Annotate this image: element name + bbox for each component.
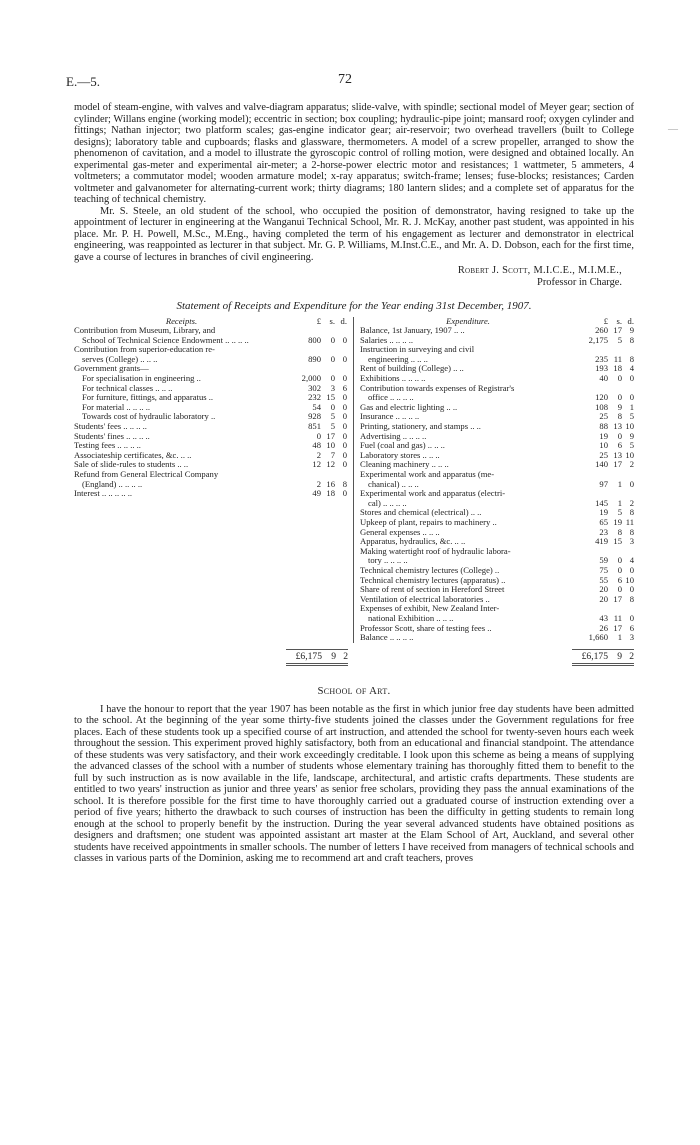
entry-label: Technical chemistry lectures (College) ..: [360, 564, 500, 575]
entry-label: For material .. .. .. ..: [82, 401, 151, 412]
entry-pence: 0: [342, 373, 347, 384]
shillings-head: s.: [616, 315, 622, 326]
entry-shillings: 18: [326, 488, 335, 499]
entry-amount: [576, 633, 634, 643]
entry-label: For furniture, fittings, and apparatus ..: [82, 392, 214, 403]
receipts-list: [74, 326, 347, 499]
entry-label: Fuel (coal and gas) .. .. ..: [360, 440, 445, 451]
engineering-section: [74, 102, 634, 263]
entry-label: Sale of slide-rules to students .. ..: [74, 459, 189, 470]
entry-pence: 0: [342, 401, 347, 412]
statement-ledger: [74, 317, 634, 643]
total-pence: 2: [343, 650, 348, 662]
entry-pounds: 19: [599, 507, 608, 518]
entry-shillings: 13: [613, 449, 622, 460]
entry-pounds: 2: [316, 449, 321, 460]
entry-pence: 10: [625, 421, 634, 432]
entry-label: Contribution towards expenses of Registrar's: [360, 382, 515, 393]
entry-pounds: 890: [308, 353, 321, 364]
entry-shillings: 17: [326, 430, 335, 441]
entry-pence: 0: [629, 584, 634, 595]
entry-shillings: 0: [617, 373, 622, 384]
entry-pounds: 851: [308, 421, 321, 432]
entry-pence: 8: [629, 334, 634, 345]
paragraph-apparatus: model of steam-engine, with valves and valve-diagram apparatus; slide-valve, with spindle; sectional model of Meyer gear; section of cylinder; Willans engine (working model); eccentric in section; box coupling; hydraulic-pipe joint; mansard roof; oxygen cylinder and fittings; Nathan injector; two platform scales; gas-engine indicator gear; air-reservoir; two overhead travellers (built to College designs); laboratory table and cupboards; flasks and glassware, thermometers. A model of a screw propeller, arranged to show the phenomenon of cavitation, and a model to illustrate the gyroscopic control of rolling motion, were designed and obtained locally. An experimental gas-meter and experimental air-meter; a 2-horse-power electric motor and resistances; 1 wattmeter, 5 ammeters, 4 voltmeters; a commutator model; wooden armature model; x-ray apparatus; switch-frame; lenses; fuse-blocks; resistances; Carden voltmeter and galvanometer for alternating-current work; thirty diagrams; 180 lantern slides; and a complete set of apparatus for the teaching of technical chemistry.: [74, 102, 634, 205]
entry-pence: 0: [629, 392, 634, 403]
entry-pence: 8: [629, 353, 634, 364]
entry-pounds: 302: [308, 382, 321, 393]
entry-label: serves (College) .. .. ..: [82, 353, 158, 364]
parliamentary-paper-ref: E.—5.: [66, 74, 100, 89]
entry-pence: 6: [342, 382, 347, 393]
entry-shillings: 11: [613, 612, 622, 623]
entry-label: Share of rent of section in Hereford Street: [360, 584, 505, 595]
signatory-title: Professor in Charge.: [537, 277, 622, 288]
shillings-head: s.: [329, 315, 335, 326]
entry-pounds: 40: [599, 373, 608, 384]
entry-pounds: 193: [595, 363, 608, 374]
total-pounds: £6,175: [581, 650, 608, 662]
entry-shillings: 5: [617, 507, 622, 518]
entry-pence: 4: [629, 363, 634, 374]
entry-label: cal) .. .. .. ..: [368, 497, 407, 508]
entry-pence: 2: [629, 459, 634, 470]
entry-label: (England) .. .. .. ..: [82, 478, 143, 489]
entry-label: Ventilation of electrical laboratories ..: [360, 593, 490, 604]
entry-label: Balance, 1st January, 1907 .. ..: [360, 325, 465, 336]
entry-amount: [289, 336, 347, 346]
entry-label: Balance .. .. .. ..: [360, 632, 414, 643]
entry-pounds: 26: [599, 622, 608, 633]
entry-label: Students' fees .. .. .. ..: [74, 421, 147, 432]
entry-shillings: 8: [617, 526, 622, 537]
entry-pence: 9: [629, 325, 634, 336]
entry-label: For specialisation in engineering ..: [82, 373, 201, 384]
entry-pounds: 928: [308, 411, 321, 422]
entry-amount: [289, 460, 347, 470]
entry-pounds: 140: [595, 459, 608, 470]
entry-label: General expenses .. .. ..: [360, 526, 440, 537]
pounds-head: £: [603, 315, 608, 326]
entry-label: Advertising .. .. .. ..: [360, 430, 427, 441]
entry-label: Printing, stationery, and stamps .. ..: [360, 421, 481, 432]
entry-shillings: 12: [326, 459, 335, 470]
entry-shillings: 15: [326, 392, 335, 403]
expenditure-list: [360, 326, 634, 643]
entry-label: Apparatus, hydraulics, &c. .. ..: [360, 536, 466, 547]
entry-amount: [289, 355, 347, 365]
entry-label: national Exhibition .. .. ..: [368, 612, 454, 623]
entry-pounds: 54: [312, 401, 321, 412]
entry-pounds: 88: [599, 421, 608, 432]
entry-label: Students' fines .. .. .. ..: [74, 430, 150, 441]
entry-shillings: 0: [330, 373, 335, 384]
entry-pence: 2: [629, 497, 634, 508]
entry-pence: 0: [629, 612, 634, 623]
entry-pence: 0: [342, 459, 347, 470]
entry-pounds: 10: [599, 440, 608, 451]
money-header: [289, 317, 347, 327]
entry-shillings: 17: [613, 325, 622, 336]
margin-dash-mark: —: [668, 124, 678, 135]
entry-pounds: 20: [599, 584, 608, 595]
entry-label: Technical chemistry lectures (apparatus) ..: [360, 574, 506, 585]
school-of-art-section: [74, 704, 634, 865]
entry-label: Gas and electric lighting .. ..: [360, 401, 458, 412]
entry-shillings: 0: [617, 430, 622, 441]
expenditure-total-amount: [572, 649, 634, 667]
entry-label: Insurance .. .. .. ..: [360, 411, 420, 422]
entry-pounds: 23: [599, 526, 608, 537]
receipts-total: [74, 649, 354, 667]
entry-pounds: 19: [599, 430, 608, 441]
entry-shillings: 17: [613, 622, 622, 633]
section-heading-school-of-art: School of Art.: [317, 685, 391, 698]
entry-pounds: 12: [312, 459, 321, 470]
entry-shillings: 0: [330, 353, 335, 364]
entry-pence: 5: [629, 440, 634, 451]
entry-pence: 0: [342, 449, 347, 460]
pounds-head: £: [316, 315, 321, 326]
pence-head: d.: [627, 315, 634, 326]
entry-amount: [289, 489, 347, 499]
entry-pence: 0: [342, 334, 347, 345]
entry-amount: [576, 595, 634, 605]
entry-pence: 3: [629, 632, 634, 643]
entry-label: Stores and chemical (electrical) .. ..: [360, 507, 482, 518]
entry-amount: [576, 460, 634, 470]
entry-shillings: 7: [330, 449, 335, 460]
entry-pence: 5: [629, 411, 634, 422]
entry-label: tory .. .. .. ..: [368, 555, 408, 566]
pence-head: d.: [340, 315, 347, 326]
entry-label: office .. .. .. ..: [368, 392, 414, 403]
entry-shillings: 1: [617, 632, 622, 643]
entry-pence: 0: [342, 411, 347, 422]
receipts-label: Receipts.: [165, 315, 198, 326]
receipts-column: [74, 317, 354, 643]
entry-shillings: 0: [330, 334, 335, 345]
entry-shillings: 13: [613, 421, 622, 432]
entry-pounds: 55: [599, 574, 608, 585]
entry-pence: 0: [629, 373, 634, 384]
entry-pounds: 43: [599, 612, 608, 623]
document-page: [66, 72, 634, 865]
entry-shillings: 0: [617, 555, 622, 566]
entry-label: Salaries .. .. .. ..: [360, 334, 413, 345]
entry-shillings: 3: [330, 382, 335, 393]
total-pounds: £6,175: [295, 650, 322, 662]
entry-label: For technical classes .. .. ..: [82, 382, 173, 393]
entry-pence: 0: [342, 421, 347, 432]
expenditure-total: [354, 649, 634, 667]
entry-pence: 8: [629, 593, 634, 604]
entry-shillings: 16: [326, 478, 335, 489]
entry-pence: 0: [629, 564, 634, 575]
entry-pence: 0: [342, 488, 347, 499]
statement-title: Statement of Receipts and Expenditure for the Year ending 31st December, 1907.: [176, 300, 532, 312]
entry-shillings: 10: [326, 440, 335, 451]
expenditure-column: [354, 317, 634, 643]
entry-pounds: 0: [316, 430, 321, 441]
entry-pence: 0: [342, 440, 347, 451]
ledger-entry: [360, 633, 634, 643]
signature-block: [74, 265, 634, 289]
entry-pounds: 49: [312, 488, 321, 499]
entry-shillings: 0: [617, 584, 622, 595]
entry-label: Testing fees .. .. .. ..: [74, 440, 141, 451]
page-header: [66, 72, 634, 102]
entry-label: School of Technical Science Endowment .. .. .. ..: [82, 334, 249, 345]
entry-label: engineering .. .. ..: [368, 353, 428, 364]
entry-pounds: 145: [595, 497, 608, 508]
entry-shillings: 15: [613, 536, 622, 547]
entry-shillings: 6: [617, 574, 622, 585]
entry-pence: 0: [629, 478, 634, 489]
entry-label: Exhibitions .. .. .. ..: [360, 373, 426, 384]
entry-shillings: 5: [330, 411, 335, 422]
entry-shillings: 9: [617, 401, 622, 412]
entry-pounds: 65: [599, 516, 608, 527]
entry-pounds: 2,000: [301, 373, 321, 384]
entry-shillings: 1: [617, 478, 622, 489]
entry-shillings: 0: [617, 392, 622, 403]
entry-pence: 3: [629, 536, 634, 547]
entry-pence: 10: [625, 574, 634, 585]
entry-label: Upkeep of plant, repairs to machinery ..: [360, 516, 497, 527]
entry-pounds: 260: [595, 325, 608, 336]
entry-label: Experimental work and apparatus (electri-: [360, 488, 506, 499]
entry-shillings: 11: [613, 353, 622, 364]
entry-pence: 1: [629, 401, 634, 412]
entry-shillings: 5: [330, 421, 335, 432]
entry-amount: [576, 480, 634, 490]
page-number: 72: [338, 72, 352, 87]
entry-pounds: 2: [316, 478, 321, 489]
entry-pounds: 20: [599, 593, 608, 604]
total-shillings: 9: [617, 650, 622, 662]
entry-pounds: 1,660: [588, 632, 608, 643]
entry-pence: 9: [629, 430, 634, 441]
entry-shillings: 19: [613, 516, 622, 527]
entry-pounds: 419: [595, 536, 608, 547]
receipts-total-amount: [286, 649, 348, 667]
entry-label: Professor Scott, share of testing fees ..: [360, 622, 492, 633]
entry-label: Laboratory stores .. .. ..: [360, 449, 440, 460]
entry-shillings: 8: [617, 411, 622, 422]
entry-shillings: 0: [330, 401, 335, 412]
entry-label: Cleaning machinery .. .. ..: [360, 459, 449, 470]
entry-pence: 0: [342, 353, 347, 364]
paragraph-school-of-art: I have the honour to report that the year 1907 has been notable as the first in which junior free day students have been admitted to the school. At the beginning of the year some thirty-five students joined the classes under the Government regulations for free places. Each of these students took up a specified course of art instruction, and attended the school for twenty-seven hours each week throughout the session. This experiment proved highly satisfactory, both from an educational and financial standpoint. The attendance of these students was very satisfactory, and their work exceedingly creditable. I look upon this scheme as being a means of supplying the advanced classes of the school with a number of students whose elementary training has thoroughly fitted them to benefit to the full by such instruction as is now available in the life, landscape, architectural, and artistic crafts departments. These students are entitled to two years' instruction as junior and three years' as senior free scholars, providing they pass the annual examinations of the school. It is therefore possible for the first time to have thoroughly carried out a graduated course of instruction extending over a period of five years; hitherto the drawback to such courses of instruction has been the difficulty in getting students to remain long enough at the school to properly benefit by the instruction. During the year several advanced students have obtained positions as designers and draftsmen; one student was appointed assistant art master at the Elam School of Art, Auckland, and several other students have received appointments in smaller schools. The number of letters I have received from managers of technical schools and classes in various parts of the Dominion, asking me to recommend art and craft teachers, proves: [74, 703, 634, 865]
entry-pounds: 2,175: [588, 334, 608, 345]
entry-pence: 0: [342, 430, 347, 441]
entry-shillings: 6: [617, 440, 622, 451]
total-shillings: 9: [331, 650, 336, 662]
expenditure-label: Expenditure.: [446, 315, 490, 326]
entry-pence: 8: [629, 526, 634, 537]
entry-label: Contribution from superior-education re-: [74, 344, 215, 355]
entry-shillings: 1: [617, 497, 622, 508]
entry-label: Towards cost of hydraulic laboratory ..: [82, 411, 216, 422]
entry-label: Interest .. .. .. .. ..: [74, 488, 132, 499]
entry-shillings: 0: [617, 564, 622, 575]
entry-pounds: 108: [595, 401, 608, 412]
signatory-name: Robert J. Scott, M.I.C.E., M.I.M.E.,: [457, 265, 622, 276]
entry-pounds: 75: [599, 564, 608, 575]
entry-label: Contribution from Museum, Library, and: [74, 325, 216, 336]
paragraph-staff: Mr. S. Steele, an old student of the school, who occupied the position of demonstrator, having resigned to take up the appointment of lecturer in engineering at the Wanganui Technical School, Mr. R. J. McKay, another past student, was appointed in his place. Mr. P. H. Powell, M.Sc., M.Eng., having completed the term of his engagement as lecturer and demonstrator in electrical engineering, was reappointed as lecturer in that subject. Mr. G. P. Williams, M.Inst.C.E., and Mr. A. D. Dobson, each for the first time, gave a course of lectures in branches of civil engineering.: [74, 205, 634, 263]
entry-pounds: 97: [599, 478, 608, 489]
entry-label: Rent of building (College) .. ..: [360, 363, 464, 374]
entry-label: chanical) .. .. ..: [368, 478, 419, 489]
entry-pence: 8: [629, 507, 634, 518]
entry-shillings: 17: [613, 593, 622, 604]
total-pence: 2: [629, 650, 634, 662]
ledger-totals: [74, 649, 634, 667]
entry-pence: 10: [625, 449, 634, 460]
entry-pence: 0: [342, 392, 347, 403]
entry-amount: [576, 537, 634, 547]
entry-amount: [576, 374, 634, 384]
entry-pence: 11: [625, 516, 634, 527]
entry-pounds: 59: [599, 555, 608, 566]
entry-pounds: 25: [599, 411, 608, 422]
entry-label: Expenses of exhibit, New Zealand Inter-: [360, 603, 500, 614]
entry-pence: 4: [629, 555, 634, 566]
entry-label: Associateship certificates, &c. .. ..: [74, 449, 192, 460]
entry-pounds: 120: [595, 392, 608, 403]
entry-pounds: 48: [312, 440, 321, 451]
entry-shillings: 17: [613, 459, 622, 470]
ledger-entry: [74, 489, 347, 499]
entry-label: Instruction in surveying and civil: [360, 344, 475, 355]
entry-shillings: 5: [617, 334, 622, 345]
entry-pounds: 235: [595, 353, 608, 364]
entry-label: Government grants—: [74, 363, 149, 374]
entry-label: Refund from General Electrical Company: [74, 469, 219, 479]
entry-pounds: 232: [308, 392, 321, 403]
entry-shillings: 18: [613, 363, 622, 374]
entry-label: Making watertight roof of hydraulic labora-: [360, 545, 511, 556]
entry-pence: 6: [629, 622, 634, 633]
entry-pence: 8: [342, 478, 347, 489]
entry-amount: [576, 336, 634, 346]
entry-label: Experimental work and apparatus (me-: [360, 469, 495, 479]
entry-pounds: 25: [599, 449, 608, 460]
entry-pounds: 800: [308, 334, 321, 345]
